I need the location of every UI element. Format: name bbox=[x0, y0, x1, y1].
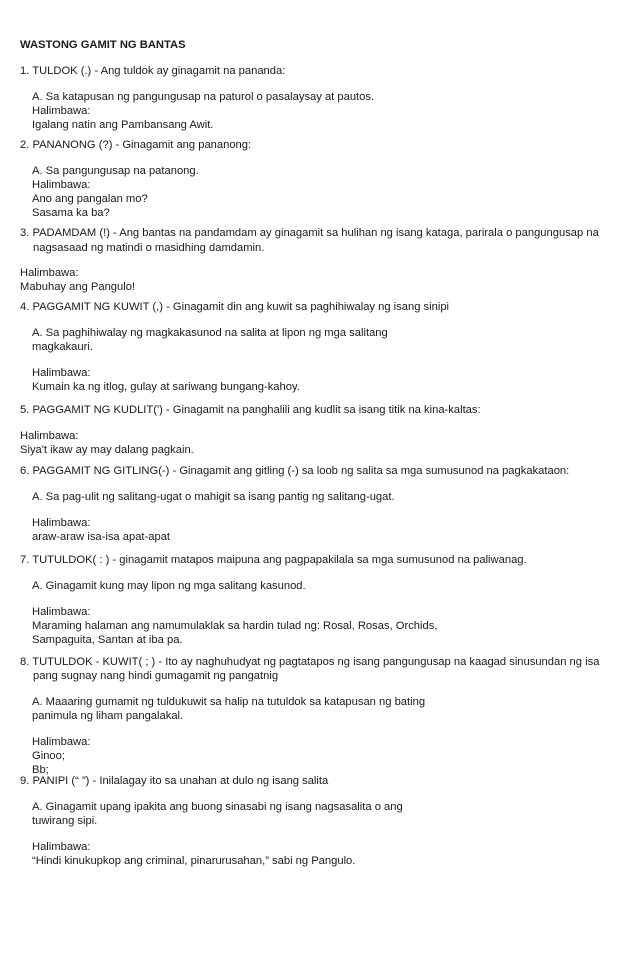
section-padamdam bbox=[20, 226, 618, 294]
example-text: Ano ang pangalan mo? bbox=[32, 193, 148, 205]
section-kudlit bbox=[20, 403, 618, 457]
example-label: Halimbawa: bbox=[20, 267, 79, 279]
section-tutuldok bbox=[20, 553, 618, 647]
rule-text: A. Sa katapusan ng pangungusap na paturol o pasalaysay at pautos. bbox=[32, 91, 375, 103]
rule-text: A. Ginagamit kung may lipon ng mga salitang kasunod. bbox=[32, 580, 306, 592]
example-text: Igalang natin ang Pambansang Awit. bbox=[32, 119, 214, 131]
example-text: Bb; bbox=[32, 764, 49, 776]
section-heading: 4. PAGGAMIT NG KUWIT (,) - Ginagamit din ang kuwit sa paghihiwalay ng isang sinipi bbox=[20, 301, 450, 313]
page-title: WASTONG GAMIT NG BANTAS bbox=[20, 39, 186, 51]
example-text: Sasama ka ba? bbox=[32, 207, 110, 219]
example-label: Halimbawa: bbox=[32, 517, 91, 529]
example-label: Halimbawa: bbox=[32, 736, 91, 748]
example-label: Halimbawa: bbox=[32, 841, 91, 853]
rule-text: A. Maaaring gumamit ng tuldukuwit sa halip na tutuldok sa katapusan ng bating bbox=[32, 696, 426, 708]
example-label: Halimbawa: bbox=[32, 606, 91, 618]
example-label: Halimbawa: bbox=[32, 367, 91, 379]
example-text: araw-araw isa-isa apat-apat bbox=[32, 531, 171, 543]
section-heading: 8. TUTULDOK - KUWIT( ; ) - Ito ay naghuhudyat ng pagtatapos ng isang pangungusap na kaagad sinusundan ng isa pang sugnay nang hindi gumagamit ng pangatnig bbox=[20, 656, 600, 682]
section-heading: 6. PAGGAMIT NG GITLING(-) - Ginagamit ang gitling (-) sa loob ng salita sa mga sumusunod na pagkakataon: bbox=[20, 465, 570, 477]
section-pananong bbox=[20, 138, 618, 220]
section-heading: 3. PADAMDAM (!) - Ang bantas na pandamdam ay ginagamit sa hulihan ng isang kataga, parirala o pangungusap na nagsasaad ng matindi o masidhing damdamin. bbox=[20, 227, 599, 254]
section-heading: 9. PANIPI (“ ”) - Inilalagay ito sa unahan at dulo ng isang salita bbox=[20, 775, 329, 787]
section-heading: 7. TUTULDOK( : ) - ginagamit matapos maipuna ang pagpapakilala sa mga sumusunod na paliwanag. bbox=[20, 554, 527, 566]
section-heading: 1. TULDOK (.) - Ang tuldok ay ginagamit na pananda: bbox=[20, 65, 286, 77]
example-label: Halimbawa: bbox=[20, 430, 79, 442]
example-text: “Hindi kinukupkop ang criminal, pinarurusahan,” sabi ng Pangulo. bbox=[32, 855, 356, 867]
example-label: Halimbawa: bbox=[32, 105, 91, 117]
rule-text: A. Sa pangungusap na patanong. bbox=[32, 165, 199, 177]
rule-text: A. Ginagamit upang ipakita ang buong sinasabi ng isang nagsasalita o ang bbox=[32, 801, 403, 813]
example-text: Siya't ikaw ay may dalang pagkain. bbox=[20, 444, 194, 456]
section-heading: 5. PAGGAMIT NG KUDLIT(') - Ginagamit na panghalili ang kudlit sa isang titik na kina-kaltas: bbox=[20, 404, 481, 416]
example-label: Halimbawa: bbox=[32, 179, 91, 191]
example-text: Maraming halaman ang namumulaklak sa hardin tulad ng: Rosal, Rosas, Orchids, bbox=[32, 620, 438, 632]
section-tuldok bbox=[20, 64, 618, 132]
rule-text: tuwirang sipi. bbox=[32, 815, 98, 827]
section-heading: 2. PANANONG (?) - Ginagamit ang pananong: bbox=[20, 139, 252, 151]
rule-text: panimula ng liham pangalakal. bbox=[32, 710, 184, 722]
example-text: Sampaguita, Santan at iba pa. bbox=[32, 634, 183, 646]
rule-text: magkakauri. bbox=[32, 341, 93, 353]
rule-text: A. Sa pag-ulit ng salitang-ugat o mahigit sa isang pantig ng salitang-ugat. bbox=[32, 491, 395, 503]
section-panipi bbox=[20, 774, 618, 868]
section-tutuldok-kuwit bbox=[20, 655, 618, 777]
section-gitling bbox=[20, 464, 618, 544]
example-text: Ginoo; bbox=[32, 750, 65, 762]
section-kuwit bbox=[20, 300, 618, 394]
example-text: Mabuhay ang Pangulo! bbox=[20, 281, 136, 293]
rule-text: A. Sa paghihiwalay ng magkakasunod na salita at lipon ng mga salitang bbox=[32, 327, 388, 339]
example-text: Kumain ka ng itlog, gulay at sariwang bungang-kahoy. bbox=[32, 381, 300, 393]
